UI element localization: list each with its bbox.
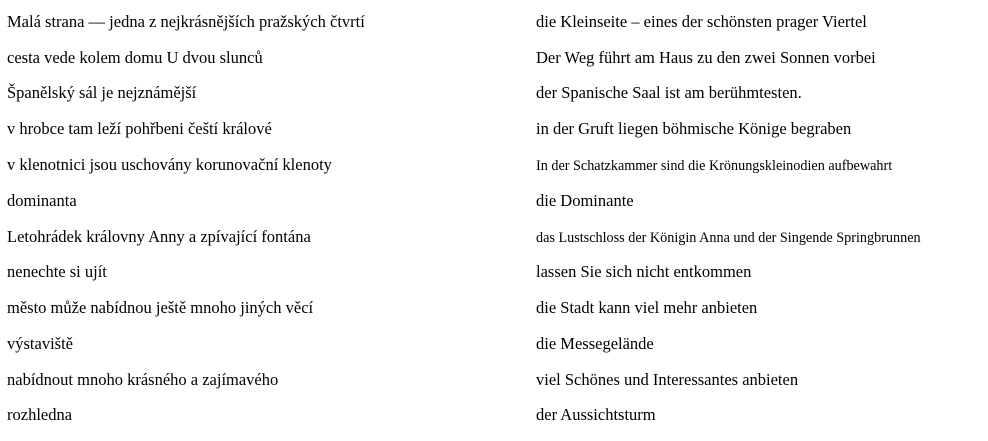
vocab-row <box>0 119 988 155</box>
german-translation: die Stadt kann viel mehr anbieten <box>536 298 758 317</box>
czech-phrase: cesta vede kolem domu U dvou slunců <box>7 48 263 67</box>
czech-phrase: Letohrádek královny Anny a zpívající fontána <box>7 227 311 246</box>
czech-phrase: výstaviště <box>7 334 73 353</box>
vocab-row <box>0 405 988 441</box>
vocab-row <box>0 370 988 406</box>
german-translation: die Kleinseite – eines der schönsten prager Viertel <box>536 12 867 31</box>
vocab-row <box>0 83 988 119</box>
vocab-row <box>0 155 988 191</box>
german-translation: Der Weg führt am Haus zu den zwei Sonnen vorbei <box>536 48 876 67</box>
german-translation: In der Schatzkammer sind die Krönungskleinodien aufbewahrt <box>536 158 893 174</box>
german-translation: die Dominante <box>536 191 634 210</box>
german-translation: der Spanische Saal ist am berühmtesten. <box>536 83 802 102</box>
czech-phrase: rozhledna <box>7 405 73 424</box>
vocab-row <box>0 191 988 227</box>
vocab-row <box>0 227 988 263</box>
german-translation: der Aussichtsturm <box>536 405 656 424</box>
czech-phrase: nenechte si ujít <box>7 262 107 281</box>
german-translation: das Lustschloss der Königin Anna und der Singende Springbrunnen <box>536 230 921 246</box>
vocab-row <box>0 334 988 370</box>
vocab-row <box>0 298 988 334</box>
german-translation: in der Gruft liegen böhmische Könige begraben <box>536 119 852 138</box>
vocab-row <box>0 262 988 298</box>
czech-phrase: v klenotnici jsou uschovány korunovační klenoty <box>7 155 332 174</box>
czech-phrase: Malá strana — jedna z nejkrásnějších pražských čtvrtí <box>7 12 365 31</box>
german-translation: lassen Sie sich nicht entkommen <box>536 262 752 281</box>
czech-phrase: nabídnout mnoho krásného a zajímavého <box>7 370 279 389</box>
czech-phrase: v hrobce tam leží pohřbeni čeští králové <box>7 119 272 138</box>
czech-phrase: Španělský sál je nejznámější <box>7 83 197 102</box>
german-translation: die Messegelände <box>536 334 654 353</box>
czech-phrase: dominanta <box>7 191 77 210</box>
vocab-row <box>0 12 988 48</box>
czech-phrase: město může nabídnou ještě mnoho jiných věcí <box>7 298 314 317</box>
german-translation: viel Schönes und Interessantes anbieten <box>536 370 799 389</box>
vocab-row <box>0 48 988 84</box>
